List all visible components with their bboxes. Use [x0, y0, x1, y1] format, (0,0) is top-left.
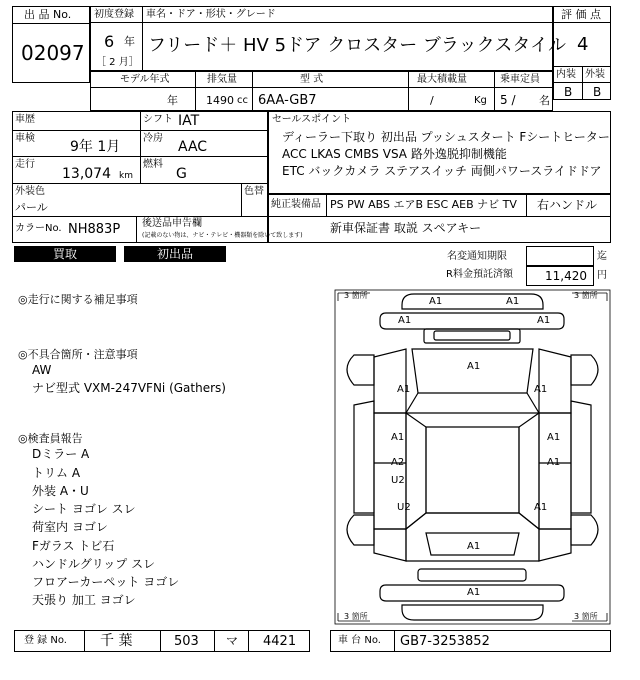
capacity: 5 /: [500, 93, 516, 107]
car-name: フリード＋ HV 5ドア クロスター ブラックスタイル: [148, 35, 567, 56]
registration-number: 4421: [263, 634, 297, 649]
chassis-label: 車 台 No.: [338, 635, 381, 646]
registration-kana: マ: [226, 634, 239, 648]
recycle-unit: 円: [597, 270, 607, 281]
damage-mark-right-rear-door: A1: [547, 457, 561, 468]
sales-point-3: ETC バックカメラ ステアスイッチ 両側パワースライドドア: [282, 164, 602, 178]
recycle-value: 11,420: [545, 269, 587, 283]
interior-label: 内装: [556, 69, 576, 80]
body-color-label: 外装色: [15, 186, 45, 197]
name-change-label: 名変通知期限: [447, 251, 507, 262]
name-change-box: [526, 246, 594, 266]
color-no-value: NH883P: [68, 222, 121, 237]
aftermarket-label: 後送品申告欄: [142, 218, 202, 229]
corner-tag-bottom-left: 3 箇所: [344, 612, 368, 621]
warranty: 新車保証書 取説 スペアキー: [330, 221, 482, 235]
inspector-item: Dミラー A: [32, 447, 90, 461]
defects-title: ◎不具合箇所・注意事項: [18, 348, 138, 361]
inspection-value: 9年 1月: [70, 139, 121, 155]
registration-area: 千 葉: [100, 633, 133, 649]
corner-tag-top-right: 3 箇所: [574, 291, 598, 300]
color-change-label: 色替: [244, 186, 264, 197]
sales-point-2: ACC LKAS CMBS VSA 路外逸脱抑制機能: [282, 147, 507, 161]
fuel-label: 燃料: [143, 159, 163, 170]
damage-mark-left-quarter: U2: [397, 502, 411, 513]
damage-mark-front-bumper-right: A1: [506, 296, 520, 307]
damage-mark-right-quarter: A1: [534, 502, 548, 513]
shift-value: IAT: [178, 113, 200, 129]
first-reg-year: 6: [104, 32, 115, 51]
mileage-value: 13,074: [62, 166, 111, 182]
inspector-item: トリム A: [32, 466, 81, 480]
damage-mark-left-front-door: A1: [391, 432, 405, 443]
type-label: 型 式: [300, 74, 324, 85]
eval-label: 評 価 点: [561, 8, 601, 21]
capacity-label: 乗車定員: [500, 74, 540, 85]
defect-item: AW: [32, 363, 52, 377]
name-change-unit: 迄: [597, 251, 607, 262]
damage-mark-left-rear-door-lower: U2: [391, 475, 405, 486]
lot-number: 02097: [21, 41, 85, 65]
mileage-label: 走行: [15, 159, 35, 170]
damage-mark-hood: A1: [467, 361, 481, 372]
lot-label: 出 品 No.: [24, 8, 72, 21]
inspector-title: ◎検査員報告: [18, 432, 83, 445]
inspector-item: 外装 A・U: [32, 484, 89, 498]
first-listing-bar: 初出品: [124, 246, 226, 262]
damage-mark-front-bumper-left: A1: [429, 296, 443, 307]
color-no-label: カラーNo.: [15, 223, 62, 234]
damage-mark-front-lip: A1: [398, 315, 412, 326]
max-load-unit: Kg: [474, 95, 487, 106]
sales-point-1: ディーラー下取り 初出品 プッシュスタート Fシートヒーター: [282, 130, 610, 144]
chassis-number: GB7-3253852: [400, 634, 490, 649]
equipment-value: PS PW ABS エアB ESC AEB ナビ TV: [330, 198, 517, 211]
purchase-bar: 買取: [14, 246, 116, 262]
first-reg-label: 初度登録: [94, 9, 134, 20]
inspector-item: Fガラス トビ石: [32, 539, 115, 553]
history-label: 車歴: [15, 114, 35, 125]
car-damage-diagram: [334, 289, 611, 625]
eval-score: 4: [577, 34, 589, 55]
aftermarket-note: (記載のない物は、ナビ・テレビ・機器類を除いて致します): [142, 232, 303, 239]
damage-mark-left-rear-door-upper: A2: [391, 457, 405, 468]
mileage-unit: km: [119, 171, 133, 181]
capacity-unit: 名: [539, 94, 550, 107]
registration-class: 503: [174, 634, 199, 649]
corner-tag-bottom-right: 3 箇所: [574, 612, 598, 621]
damage-mark-right-front-door: A1: [547, 432, 561, 443]
car-name-label: 車名・ドア・形状・グレード: [146, 9, 276, 20]
inspector-item: 荷室内 ヨゴレ: [32, 520, 108, 534]
interior-grade: B: [564, 85, 573, 99]
max-load-label: 最大積載量: [417, 74, 467, 85]
inspector-item: シート ヨゴレ スレ: [32, 502, 136, 516]
exterior-grade: B: [593, 85, 602, 99]
recycle-label: R料金預託済額: [446, 269, 513, 280]
supplement-title: ◎走行に関する補足事項: [18, 293, 138, 306]
first-reg-month: ［ 2 月］: [96, 57, 139, 68]
sales-points-label: セールスポイント: [272, 114, 352, 125]
shift-label: シフト: [143, 114, 173, 125]
damage-mark-rear-gate: A1: [467, 587, 481, 598]
ac-value: AAC: [178, 139, 208, 155]
max-load: /: [430, 94, 434, 107]
inspector-item: フロアーカーペット ヨゴレ: [32, 575, 180, 589]
damage-mark-left-fender: A1: [397, 384, 411, 395]
inspector-item: 天張り 加工 ヨゴレ: [32, 593, 136, 607]
defect-item: ナビ型式 VXM-247VFNi (Gathers): [32, 381, 226, 395]
displacement-unit: cc: [237, 95, 248, 106]
first-reg-year-unit: 年: [124, 35, 135, 48]
steering: 右ハンドル: [537, 198, 598, 212]
displacement-label: 排気量: [207, 74, 237, 85]
corner-tag-top-left: 3 箇所: [344, 291, 368, 300]
displacement: 1490: [206, 94, 234, 107]
equipment-label: 純正装備品: [271, 199, 321, 210]
exterior-label: 外装: [585, 69, 605, 80]
inspector-item: ハンドルグリップ スレ: [32, 557, 156, 571]
model-year-unit: 年: [167, 94, 178, 107]
damage-mark-right-fender: A1: [534, 384, 548, 395]
damage-mark-grille: A1: [537, 315, 551, 326]
inspection-label: 車検: [15, 133, 35, 144]
damage-mark-roof: A1: [467, 541, 481, 552]
registration-label: 登 録 No.: [24, 635, 67, 646]
ac-label: 冷房: [143, 133, 163, 144]
body-color-value: パール: [15, 201, 48, 214]
model-year-label: モデル年式: [120, 74, 170, 85]
model-type: 6AA-GB7: [258, 93, 317, 108]
fuel-value: G: [176, 166, 187, 182]
